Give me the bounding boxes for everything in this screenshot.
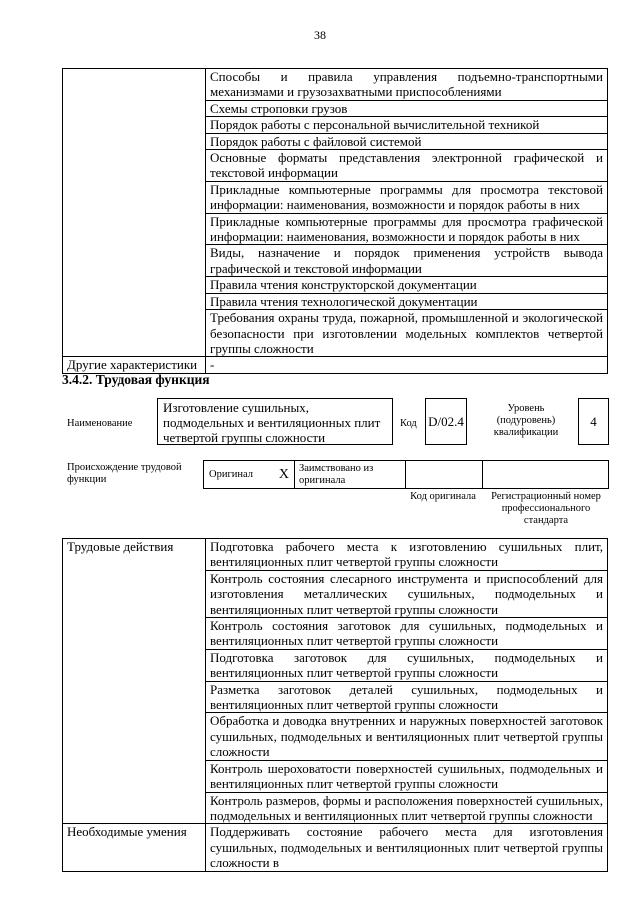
knowledge-item: Прикладные компьютерные программы для просмотра текстовой информации: наименования, возможности и порядок работы в них [206,181,608,213]
labor-actions-item: Подготовка заготовок для сушильных, подмодельных и вентиляционных плит четвертой группы сложности [206,649,608,681]
original-label: Оригинал [209,468,253,480]
level-label: Уровень (подуровень) квалификации [493,403,559,438]
labor-actions-item: Контроль состояния слесарного инструмента и приспособлений для изготовления металлических сушильных, подмодельных и вентиляционных плит четвертой группы сложности [206,570,608,617]
other-characteristics-value: - [206,357,608,373]
reg-number-caption: Регистрационный номер профессионального стандарта [491,491,601,526]
table-row [63,357,608,373]
labor-actions-item: Разметка заготовок деталей сушильных, подмодельных и вентиляционных плит четвертой группы сложности [206,681,608,713]
function-code-field: D/02.4 [425,398,467,445]
knowledge-item: Прикладные компьютерные программы для просмотра графической информации: наименования, возможности и порядок работы в них [206,213,608,245]
labor-actions-item: Обработка и доводка внутренних и наружных поверхностей заготовок сушильных, подмодельных и вентиляционных плит четвертой группы сложности [206,713,608,760]
table-row [63,539,608,571]
knowledge-item: Требования охраны труда, пожарной, промышленной и экологической безопасности при изготовлении модельных комплектов четвертой группы сложности [206,310,608,357]
knowledge-item: Правила чтения конструкторской документации [206,277,608,293]
origin-row [203,460,609,489]
reg-number-cell [482,460,609,489]
origin-label: Происхождение трудовой функции [67,462,182,485]
level-field: 4 [578,398,609,445]
original-cell [203,460,295,489]
knowledge-item: Способы и правила управления подъемно-транспортными механизмами и грузозахватными приспособлениями [206,69,608,101]
row-label-cell [63,69,206,357]
original-mark: X [278,466,289,482]
borrowed-cell: Заимствовано из оригинала [294,460,406,489]
labor-actions-item: Подготовка рабочего места к изготовлению сушильных плит, вентиляционных плит четвертой группы сложности [206,539,608,571]
required-skills-item: Поддерживать состояние рабочего места для изготовления сушильных, подмодельных и вентиляционных плит четвертой группы сложности в [206,824,608,871]
other-characteristics-label: Другие характеристики [63,357,206,373]
original-code-cell [405,460,483,489]
knowledge-item: Правила чтения технологической документации [206,293,608,309]
knowledge-item: Порядок работы с персональной вычислительной техникой [206,117,608,133]
original-code-caption: Код оригинала [410,491,476,502]
required-skills-label: Необходимые умения [63,824,206,871]
labor-actions-label: Трудовые действия [63,539,206,824]
page-number: 38 [314,28,326,42]
table-row [63,824,608,871]
code-label: Код [400,418,417,429]
labor-actions-item: Контроль шероховатости поверхностей сушильных, подмодельных и вентиляционных плит четвертой группы сложности [206,760,608,792]
section-heading: 3.4.2. Трудовая функция [62,372,210,387]
name-label: Наименование [67,418,133,429]
knowledge-table [62,68,608,374]
knowledge-item: Основные форматы представления электронной графической и текстовой информации [206,150,608,182]
knowledge-item: Порядок работы с файловой системой [206,133,608,149]
labor-actions-item: Контроль состояния заготовок для сушильных, подмодельных и вентиляционных плит четвертой группы сложности [206,618,608,650]
labor-actions-table [62,538,608,872]
table-row [63,69,608,101]
function-name-field: Изготовление сушильных, подмодельных и вентиляционных плит четвертой группы сложности [157,398,393,445]
knowledge-item: Схемы строповки грузов [206,100,608,116]
knowledge-item: Виды, назначение и порядок применения устройств вывода графической и текстовой информации [206,245,608,277]
labor-actions-item: Контроль размеров, формы и расположения поверхностей сушильных, подмодельных и вентиляционных плит четвертой группы сложности [206,792,608,824]
